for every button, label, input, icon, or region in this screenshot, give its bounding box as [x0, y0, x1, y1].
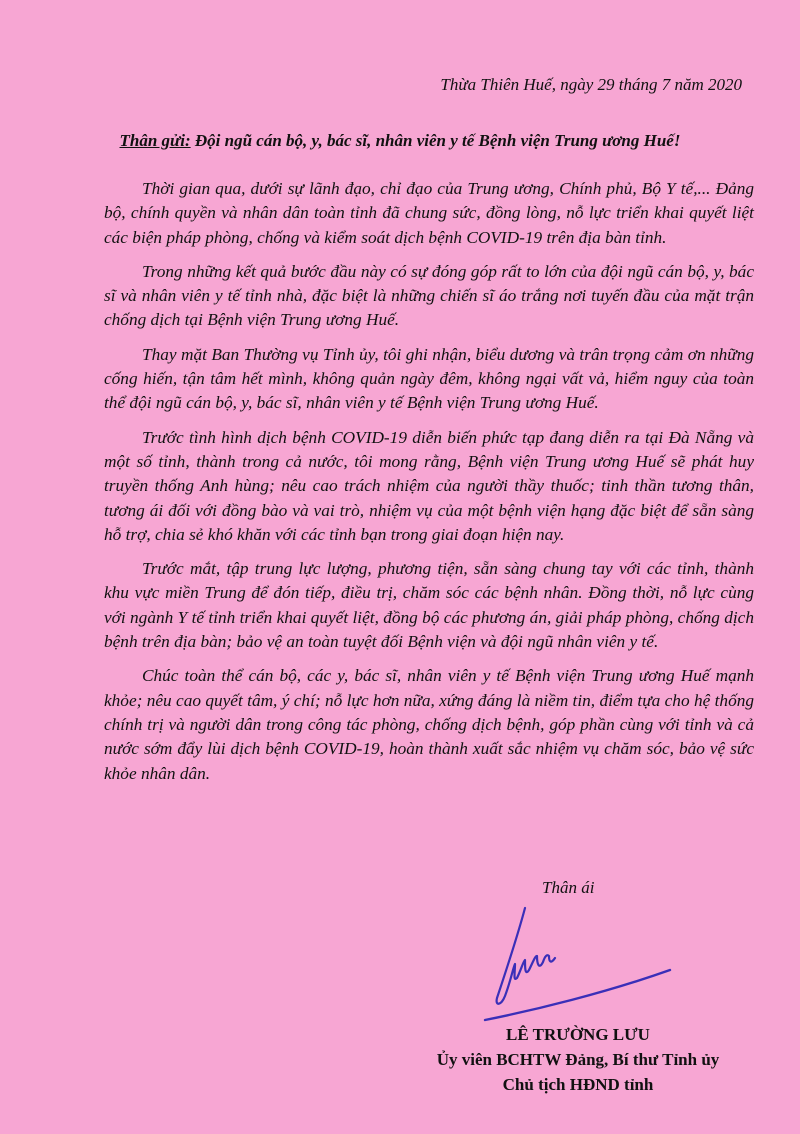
paragraph-2: Trong những kết quả bước đầu này có sự đóng góp rất to lớn của đội ngũ cán bộ, y, bác sĩ và nhân viên y tế tỉnh nhà, đặc biệt là những chiến sĩ áo trắng nơi tuyến đầu của mặt trận chống dịch tại Bệnh viện Trung ương Huế. — [104, 261, 754, 330]
salutation — [0, 131, 800, 151]
paragraph-3: Thay mặt Ban Thường vụ Tỉnh ủy, tôi ghi nhận, biểu dương và trân trọng cảm ơn những cống hiến, tận tâm hết mình, không quản ngày đêm, không ngại vất vả, hiểm nguy của toàn thể đội ngũ cán bộ, y, bác sĩ, nhân viên y tế Bệnh viện Trung ương Huế. — [104, 344, 754, 413]
paragraph-4: Trước tình hình dịch bệnh COVID-19 diễn biến phức tạp đang diễn ra tại Đà Nẵng và một số tỉnh, thành trong cả nước, tôi mong rằng, Bệnh viện Trung ương Huế sẽ phát huy truyền thống Anh hùng; nêu cao trách nhiệm của người thầy thuốc; tinh thần tương thân, tương ái đối với đồng bào và vai trò, nhiệm vụ của một bệnh viện hạng đặc biệt để sẵn sàng hỗ trợ, chia sẻ khó khăn với các tỉnh bạn trong giai đoạn hiện nay. — [104, 427, 754, 544]
signer-block — [418, 1022, 738, 1097]
signer-title-1: Ủy viên BCHTW Đảng, Bí thư Tỉnh ủy — [436, 1050, 720, 1069]
paragraph-1: Thời gian qua, dưới sự lãnh đạo, chỉ đạo của Trung ương, Chính phủ, Bộ Y tế,... Đảng bộ, chính quyền và nhân dân toàn tỉnh đã chung sức, đồng lòng, nỗ lực triển khai quyết liệt các biện pháp phòng, chống và kiểm soát dịch bệnh COVID-19 trên địa bàn tỉnh. — [104, 179, 754, 247]
closing: Thân ái — [542, 878, 595, 897]
paragraph-5: Trước mắt, tập trung lực lượng, phương tiện, sẵn sàng chung tay với các tỉnh, thành khu vực miền Trung để đón tiếp, điều trị, chăm sóc các bệnh nhân. Đồng thời, nỗ lực cùng với ngành Y tế tỉnh triển khai quyết liệt, đồng bộ các phương án, giải pháp phòng, chống dịch bệnh trên địa bàn; bảo vệ an toàn tuyệt đối Bệnh viện và đội ngũ nhân viên y tế. — [104, 559, 754, 652]
signer-title-2: Chủ tịch HĐND tỉnh — [502, 1075, 654, 1094]
salutation-lead: Thân gửi: — [119, 131, 191, 150]
handwritten-signature — [455, 898, 675, 1028]
signer-name: LÊ TRƯỜNG LƯU — [506, 1025, 650, 1044]
paragraph-6: Chúc toàn thể cán bộ, các y, bác sĩ, nhân viên y tế Bệnh viện Trung ương Huế mạnh khỏe; nêu cao quyết tâm, ý chí; nỗ lực hơn nữa, xứng đáng là niềm tin, điểm tựa cho hệ thống chính trị và người dân trong công tác phòng, chống dịch bệnh, góp phần cùng với tỉnh và cả nước sớm đẩy lùi dịch bệnh COVID-19, hoàn thành xuất sắc nhiệm vụ chăm sóc, bảo vệ sức khỏe nhân dân. — [104, 666, 754, 783]
dateline: Thừa Thiên Huế, ngày 29 tháng 7 năm 2020 — [440, 75, 742, 94]
letter-body — [104, 177, 754, 796]
salutation-recipient: Đội ngũ cán bộ, y, bác sĩ, nhân viên y tế Bệnh viện Trung ương Huế! — [190, 131, 681, 150]
